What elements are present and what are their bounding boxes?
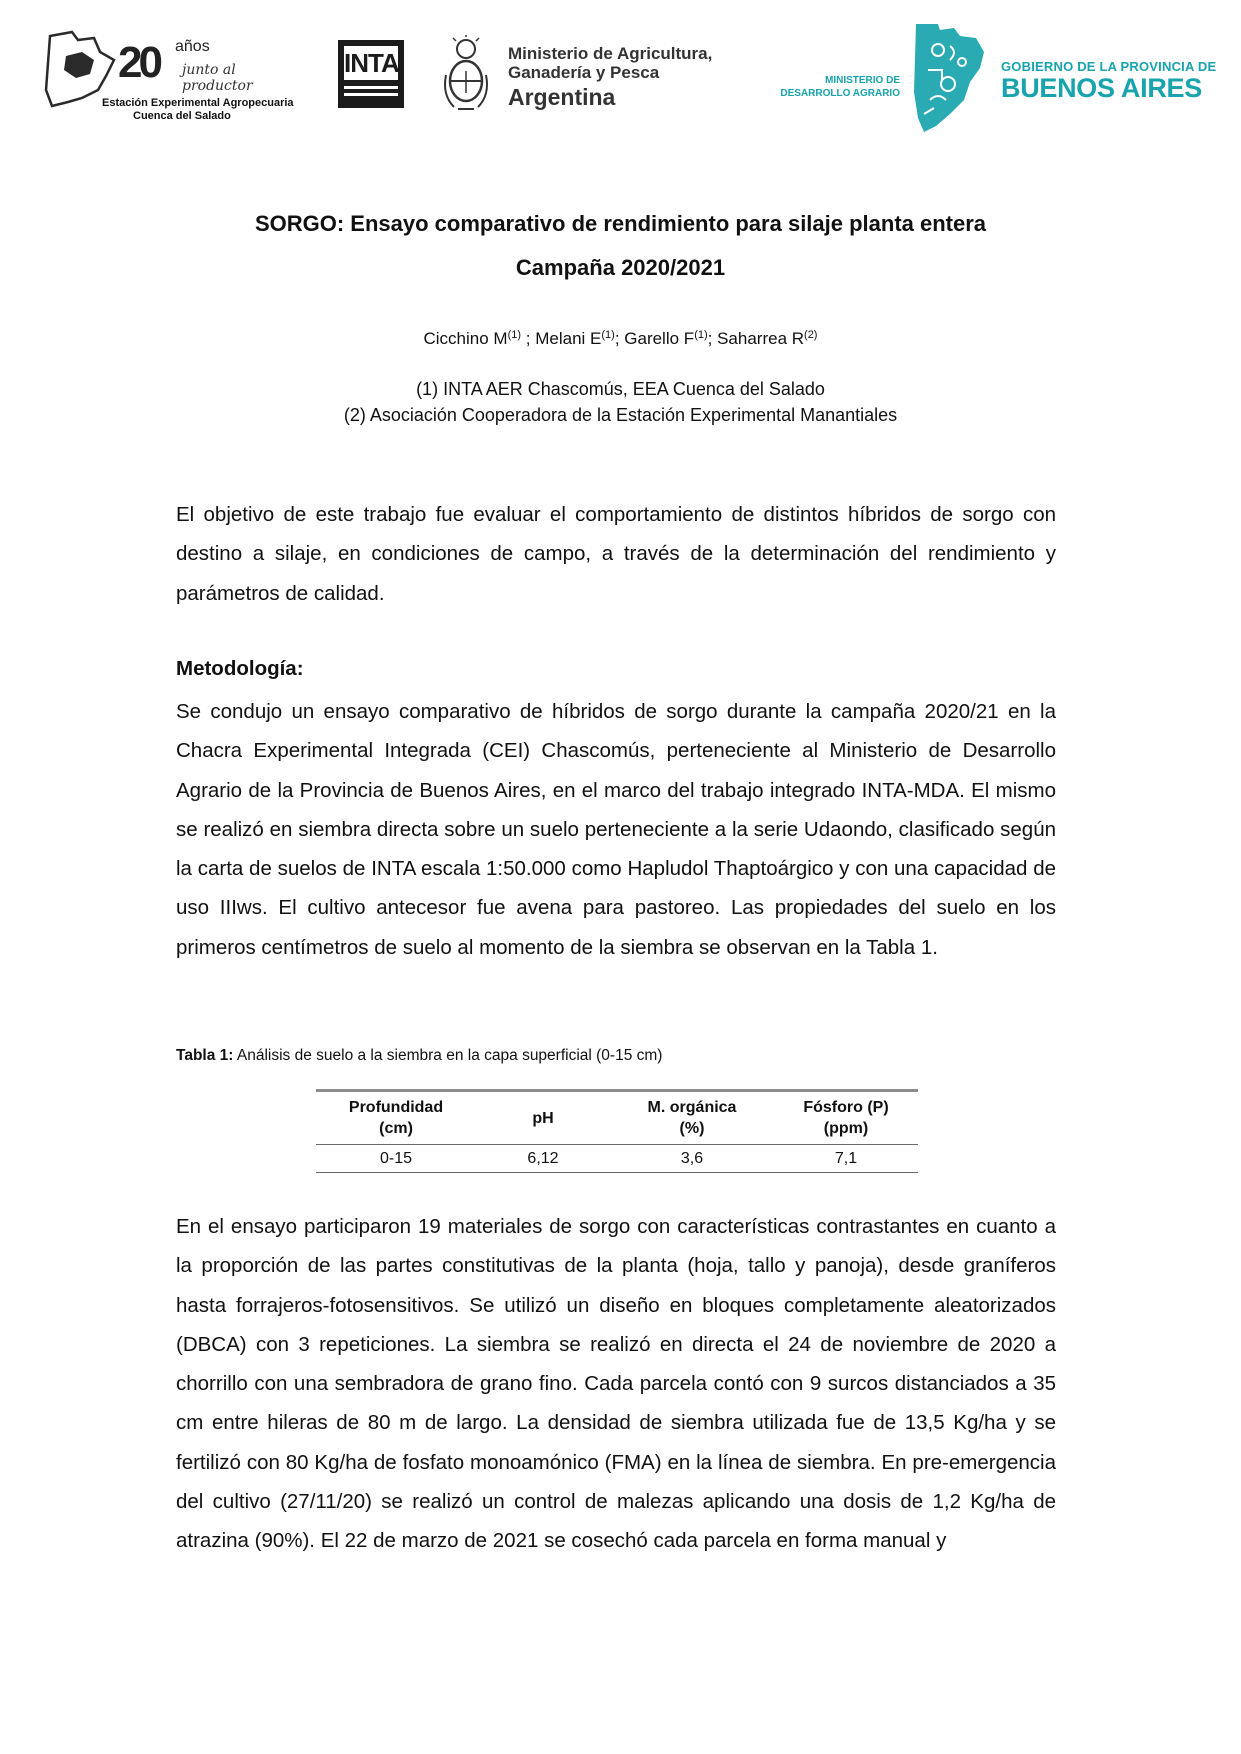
table-cell-ph: 6,12 <box>527 1149 559 1167</box>
ministerio-agricultura-logo <box>508 44 748 114</box>
author-separator: ; <box>614 329 625 348</box>
header-line: pH <box>532 1109 554 1127</box>
affiliation-1: (1) INTA AER Chascomús, EEA Cuenca del Salado <box>416 379 825 399</box>
objective-paragraph: El objetivo de este trabajo fue evaluar el comportamiento de distintos híbridos de sorgo con destino a silaje, en condiciones de campo, a través de la determinación del rendimiento y parámetros de calidad. <box>176 503 1056 605</box>
table-header-cell <box>316 1091 476 1145</box>
inta-logo-text: INTA <box>344 48 399 78</box>
header-line: Profundidad <box>348 1099 444 1116</box>
header-line: (cm) <box>379 1120 413 1137</box>
header-line: (%) <box>679 1120 705 1137</box>
table-row <box>316 1145 918 1173</box>
logo-anios: años <box>175 38 210 55</box>
ministerio-line1: Ministerio de Agricultura, <box>508 44 713 63</box>
argentina-coat-of-arms-icon <box>440 35 492 117</box>
ministerio-line2: Ganadería y Pesca <box>508 63 660 82</box>
inta-logo-stripe <box>344 86 398 89</box>
table-header-cell <box>476 1091 610 1145</box>
ministerio-line3: Argentina <box>508 84 616 110</box>
table-header-cell <box>610 1091 774 1145</box>
mda-line2: DESARROLLO AGRARIO <box>780 88 900 99</box>
author-separator: ; <box>521 329 536 348</box>
logo-station-line2: Cuenca del Salado <box>133 110 231 122</box>
gobierno-line2: BUENOS AIRES <box>1001 73 1202 103</box>
mda-line1: MINISTERIO DE <box>824 75 900 86</box>
table-header-cell <box>774 1091 918 1145</box>
author-name: Saharrea R <box>717 329 805 348</box>
inta-logo <box>338 40 404 108</box>
header-line: M. orgánica <box>647 1099 737 1116</box>
logo-tagline: junto al productor <box>182 62 253 94</box>
methodology-paragraph: Se condujo un ensayo comparativo de híbridos de sorgo durante la campaña 2020/21 en la Chacra Experimental Integrada (CEI) Chascomús, perteneciente al Ministerio de Desarrollo Agrario de la Provincia de Buenos Aires, en el marco del trabajo integrado INTA-MDA. El mismo se realizó en siembra directa sobre un suelo perteneciente a la serie Udaondo, clasificado según la carta de suelos de INTA escala 1:50.000 como Hapludol Thaptoárgico y con una capacidad de uso IIIws. El cultivo antecesor fue avena para pastoreo. Las propiedades del suelo en los primeros centímetros de suelo al momento de la siembra se observan en la Tabla 1. <box>176 700 1056 959</box>
table-1-caption-label: Tabla 1: <box>176 1047 234 1064</box>
table-cell-fosforo: 7,1 <box>834 1149 858 1167</box>
author-name: Cicchino M <box>423 329 508 348</box>
gobierno-line1: GOBIERNO DE LA PROVINCIA DE <box>1001 59 1217 74</box>
table-1-caption-text: Análisis de suelo a la siembra en la capa superficial (0-15 cm) <box>233 1047 663 1064</box>
methodology-heading: Metodología: <box>176 657 304 680</box>
document-title: SORGO: Ensayo comparativo de rendimiento para silaje planta entera <box>254 211 987 236</box>
table-1-caption <box>176 1047 662 1065</box>
eea-20-anios-logo <box>42 30 302 125</box>
logo-20-number: 20 <box>118 38 159 87</box>
header-line: Fósforo (P) <box>803 1099 889 1116</box>
buenos-aires-province-map-icon <box>910 22 988 134</box>
author-affiliation-ref: (1) <box>601 329 615 341</box>
trial-description-paragraph: En el ensayo participaron 19 materiales de sorgo con características contrastantes en cuanto a la proporción de las partes constitutivas de la planta (hoja, tallo y panoja), desde graníferos hasta forrajeros-fotosensitivos. Se utilizó un diseño en bloques completamente aleatorizados (DBCA) con 3 repeticiones. La siembra se realizó en directa el 24 de noviembre de 2020 a chorrillo con una sembradora de grano fino. Cada parcela contó con 9 surcos distanciados a 35 cm entre hileras de 80 m de largo. La densidad de siembra utilizada fue de 13,5 Kg/ha y se fertilizó con 80 Kg/ha de fosfato monoamónico (FMA) en la línea de siembra. En pre-emergencia del cultivo (27/11/20) se realizó un control de malezas aplicando una dosis de 1,2 Kg/ha de atrazina (90%). El 22 de marzo de 2021 se cosechó cada parcela en forma manual y <box>176 1215 1056 1553</box>
table-cell-profundidad: 0-15 <box>379 1149 413 1167</box>
ministerio-desarrollo-agrario-logo <box>768 74 900 106</box>
table-cell-materia-organica: 3,6 <box>680 1149 704 1167</box>
logo-station-line1: Estación Experimental Agropecuaria <box>102 97 294 109</box>
author-name: Melani E <box>535 329 602 348</box>
gobierno-buenos-aires-logo <box>1001 59 1217 103</box>
table-header-row <box>316 1091 918 1145</box>
affiliation-2: (2) Asociación Cooperadora de la Estación Experimental Manantiales <box>343 405 898 425</box>
inta-logo-stripe <box>344 93 398 96</box>
soil-analysis-table <box>316 1089 918 1173</box>
document-subtitle: Campaña 2020/2021 <box>515 255 726 280</box>
author-name: Garello F <box>624 329 695 348</box>
author-separator: ; <box>707 329 718 348</box>
author-affiliation-ref: (2) <box>804 329 818 341</box>
author-affiliation-ref: (1) <box>694 329 708 341</box>
authors-line <box>120 329 1121 349</box>
author-affiliation-ref: (1) <box>507 329 522 341</box>
header-line: (ppm) <box>823 1120 869 1137</box>
